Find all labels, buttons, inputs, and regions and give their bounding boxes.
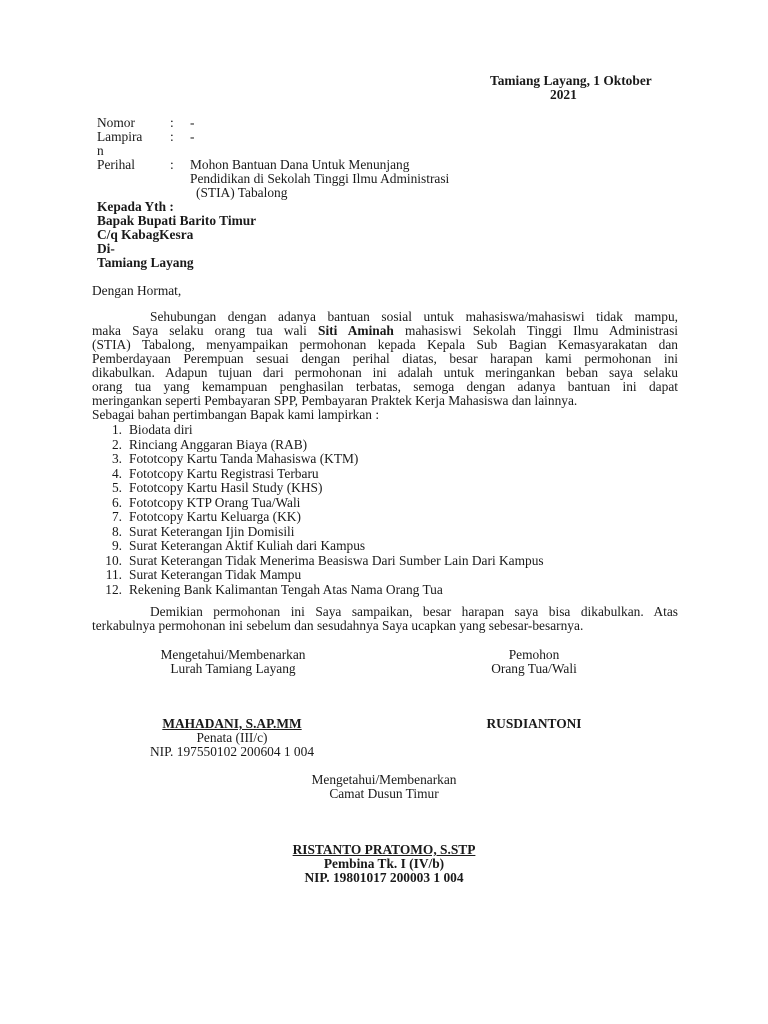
lurah-name: MAHADANI, S.AP.MM [162, 716, 302, 731]
recipient-line-3: C/q KabagKesra [97, 227, 194, 242]
list-item-number: 11. [105, 567, 122, 582]
body-line-5: dikabulkan. Adapun tujuan dari permohonan ini adalah untuk meringankan beban saya selaku [92, 365, 678, 380]
attachment-list [100, 423, 660, 599]
lurah-title-2: Lurah Tamiang Layang [170, 661, 296, 676]
list-item-number: 12. [105, 581, 122, 597]
recipient-line-4: Di- [97, 241, 115, 256]
camat-title-1: Mengetahui/Membenarkan [311, 772, 457, 787]
closing-line-1: Demikian permohonan ini Saya sampaikan, besar harapan saya bisa dikabulkan. Atas [150, 604, 678, 619]
list-item-text: Fototcopy Kartu Registrasi Terbaru [129, 465, 319, 481]
list-item-text: Biodata diri [129, 422, 193, 437]
list-item-text: Surat Keterangan Aktif Kuliah dari Kampus [129, 538, 366, 553]
list-item-text: Fototcopy KTP Orang Tua/Wali [129, 494, 301, 510]
recipient-line-5: Tamiang Layang [97, 255, 194, 270]
list-item-number: 5. [111, 480, 122, 495]
body-line-2-post: mahasiswi Sekolah Tinggi Ilmu Administrasi [393, 323, 678, 338]
pemohon-name: RUSDIANTONI [486, 716, 582, 731]
list-item-text: Surat Keterangan Tidak Menerima Beasiswa Dari Sumber Lain Dari Kampus [129, 552, 544, 568]
lampiran-label-2: n [97, 143, 104, 158]
closing-line-2: terkabulnya permohonan ini sebelum dan sesudahnya Saya ucapkan yang sebesar-besarnya. [92, 618, 584, 633]
body-line-7: meringankan seperti Pembayaran SPP, Pembayaran Praktek Kerja Mahasiswa dan lainnya. [92, 393, 578, 408]
nomor-colon: : [170, 115, 174, 130]
list-item-number: 3. [111, 451, 122, 466]
list-item-number: 10. [105, 552, 122, 568]
list-item-number: 9. [111, 538, 122, 553]
perihal-value-2: Pendidikan di Sekolah Tinggi Ilmu Administrasi [190, 171, 450, 186]
lurah-nip: NIP. 197550102 200604 1 004 [149, 744, 315, 759]
recipient-line-2: Bapak Bupati Barito Timur [97, 213, 257, 228]
list-item-text: Rinciang Anggaran Biaya (RAB) [129, 436, 308, 452]
list-item-text: Rekening Bank Kalimantan Tengah Atas Nama Orang Tua [129, 581, 443, 597]
body-line-1: Sehubungan dengan adanya bantuan sosial untuk mahasiswa/mahasiswi tidak mampu, [150, 309, 678, 324]
date-line-1: Tamiang Layang, 1 Oktober [490, 73, 652, 88]
perihal-colon: : [170, 157, 174, 172]
list-item-number: 1. [111, 422, 122, 437]
lampiran-label-1: Lampira [97, 129, 143, 144]
list-item-number: 8. [111, 523, 122, 539]
list-item-text: Fototcopy Kartu Hasil Study (KHS) [129, 480, 323, 495]
camat-title-2: Camat Dusun Timur [329, 786, 439, 801]
perihal-label: Perihal [97, 157, 135, 172]
greeting: Dengan Hormat, [92, 283, 182, 298]
list-item-number: 6. [111, 494, 122, 510]
lampiran-colon: : [170, 129, 174, 144]
list-item-number: 7. [111, 509, 122, 524]
pemohon-title-1: Pemohon [508, 647, 560, 662]
camat-nip: NIP. 19801017 200003 1 004 [304, 870, 464, 885]
body-line-4: Pemberdayaan Perempuan sesuai dengan perihal diatas, besar harapan kami permohonan ini [92, 351, 678, 366]
list-item-number: 2. [111, 436, 122, 452]
pemohon-title-2: Orang Tua/Wali [491, 661, 577, 676]
lurah-title-1: Mengetahui/Membenarkan [160, 647, 306, 662]
lurah-rank: Penata (III/c) [196, 730, 268, 745]
nomor-value: - [190, 115, 195, 130]
date-line-2: 2021 [550, 87, 577, 102]
camat-name: RISTANTO PRATOMO, S.STP [292, 842, 476, 857]
student-name: Siti Aminah [318, 323, 394, 338]
list-item-text: Fototcopy Kartu Keluarga (KK) [129, 509, 301, 524]
body-line-6: orang tua yang kemampuan penghasilan terbatas, semoga dengan adanya bantuan ini dapat [92, 379, 678, 394]
list-item-text: Surat Keterangan Ijin Domisili [129, 523, 295, 539]
list-item-text: Fototcopy Kartu Tanda Mahasiswa (KTM) [129, 451, 359, 466]
recipient-line-1: Kepada Yth : [97, 199, 174, 214]
perihal-value-1: Mohon Bantuan Dana Untuk Menunjang [190, 157, 410, 172]
perihal-value-3: (STIA) Tabalong [196, 185, 288, 200]
body-line-3: (STIA) Tabalong, menyampaikan permohonan kepada Kepala Sub Bagian Kemasyarakatan dan [92, 337, 678, 352]
list-item-text: Surat Keterangan Tidak Mampu [129, 567, 302, 582]
body-line-8: Sebagai bahan pertimbangan Bapak kami lampirkan : [92, 407, 380, 422]
body-line-2-pre: maka Saya selaku orang tua wali [92, 323, 318, 338]
camat-rank: Pembina Tk. I (IV/b) [323, 856, 445, 871]
nomor-label: Nomor [97, 115, 135, 130]
list-item-number: 4. [111, 465, 122, 481]
lampiran-value: - [190, 129, 195, 144]
